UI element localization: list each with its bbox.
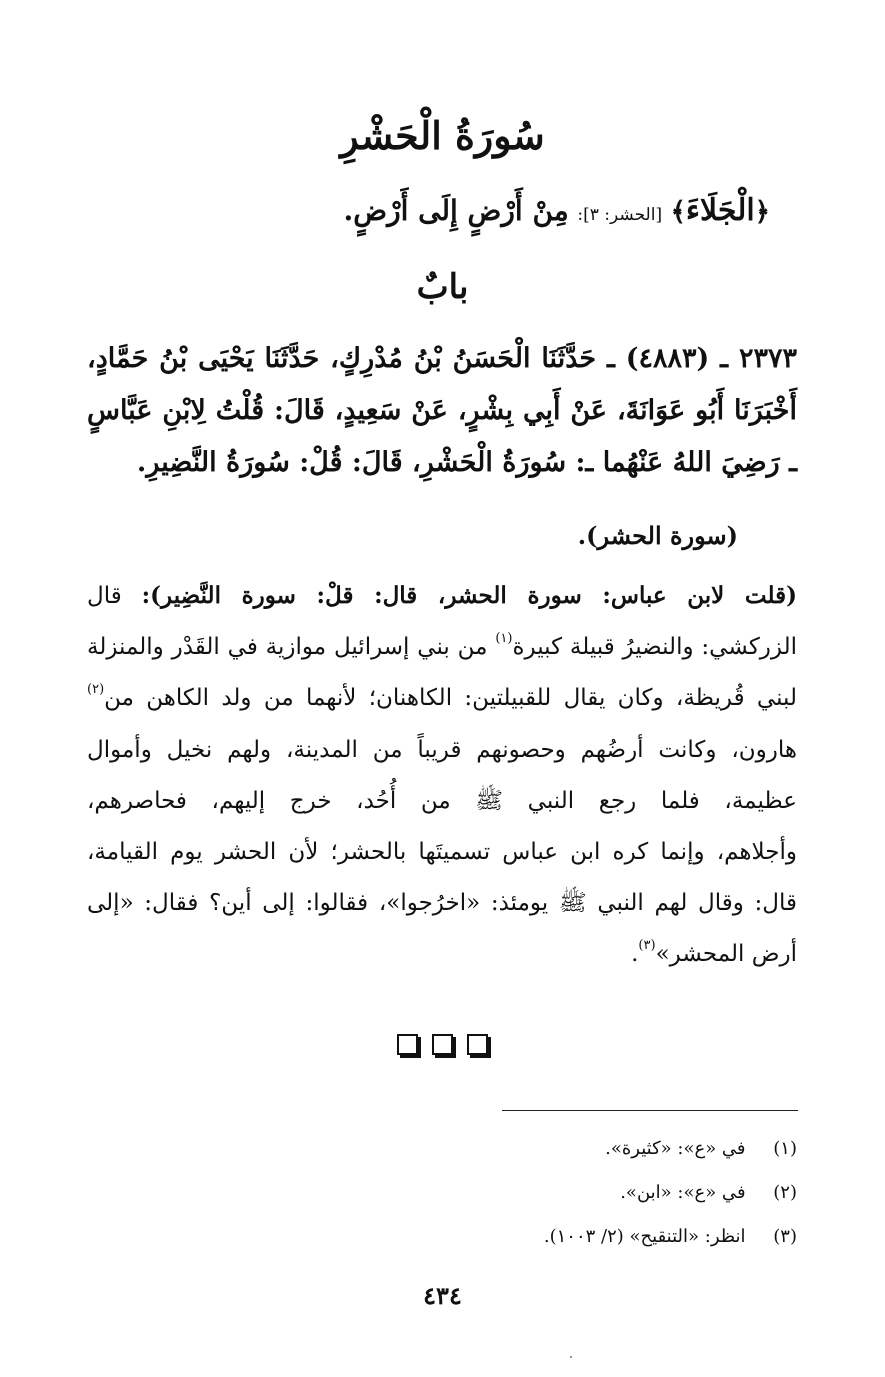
footnote-number: (٣) xyxy=(773,1226,797,1247)
footnote-number: (٢) xyxy=(773,1182,797,1203)
commentary-line xyxy=(87,622,797,673)
commentary-heading: (سورة الحشر). xyxy=(577,521,738,550)
commentary-line xyxy=(87,673,797,724)
verse-open-bracket: ﴿ xyxy=(754,197,770,227)
commentary-fragment: الزركشي: والنضيرُ قبيلة كبيرة xyxy=(512,634,797,661)
verse-gloss xyxy=(90,187,770,239)
footnote-item xyxy=(297,1215,797,1259)
commentary-line: عظيمة، فلما رجع النبي ﷺ من أُحُد، خرج إليهم، فحاصرهم، xyxy=(87,787,797,814)
hadith-text xyxy=(87,333,797,489)
footnote-divider xyxy=(502,1110,798,1111)
commentary-text xyxy=(87,570,797,981)
commentary-fragment: قال xyxy=(87,583,122,609)
surah-title: سُورَةُ الْحَشْرِ xyxy=(340,113,545,158)
verse-word: الْجَلَاءَ xyxy=(685,193,755,228)
footnotes xyxy=(297,1127,797,1259)
page-number: ٤٣٤ xyxy=(423,1281,462,1310)
commentary-line: هارون، وكانت أرضُهم وحصونهم قريباً من المدينة، ولهم نخيل وأموال xyxy=(87,736,797,763)
footnote-item xyxy=(297,1127,797,1171)
verse-close-bracket: ﴾ xyxy=(670,197,686,227)
hadith-line: ٢٣٧٣ ـ (٤٨٨٣) ـ حَدَّثَنَا الْحَسَنُ بْنُ مُدْرِكٍ، حَدَّثَنَا يَحْيَى بْنُ حَمَّادٍ، xyxy=(87,343,797,374)
footnote-text: انظر: «التنقيح» (٢/ ١٠٠٣). xyxy=(543,1226,746,1247)
footnote-text: في «ع»: «ابن». xyxy=(620,1182,746,1203)
verse-explanation: مِنْ أَرْضٍ إِلَى أَرْضٍ. xyxy=(343,194,569,227)
footnote-number: (١) xyxy=(773,1138,797,1159)
verse-reference: [الحشر: ٣]: xyxy=(577,205,663,225)
hadith-line: أَخْبَرَنَا أَبُو عَوَانَةَ، عَنْ أَبِي بِشْرٍ، عَنْ سَعِيدٍ، قَالَ: قُلْتُ لِابْنِ عَبَّاسٍ xyxy=(87,395,797,426)
square-ornament-icon xyxy=(397,1034,418,1055)
footnote-item xyxy=(297,1171,797,1215)
commentary-fragment: لبني قُريظة، وكان يقال للقبيلتين: الكاهنان؛ لأنهما من ولد الكاهن من xyxy=(104,685,797,712)
footnote-marker[interactable]: (١) xyxy=(495,631,513,647)
commentary-line xyxy=(87,570,797,622)
commentary-line: وأجلاهم، وإنما كره ابن عباس تسميتَها بالحشر؛ لأن الحشر يوم القيامة، xyxy=(87,839,797,866)
square-ornament-icon xyxy=(432,1034,453,1055)
footnote-text: في «ع»: «كثيرة». xyxy=(605,1138,746,1159)
commentary-fragment: من بني إسرائيل موازية في القَدْر والمنزلة xyxy=(87,634,488,661)
hadith-line: ـ رَضِيَ اللهُ عَنْهُما ـ: سُورَةُ الْحَشْرِ، قَالَ: قُلْ: سُورَةُ النَّضِيرِ. xyxy=(136,447,797,478)
bab-title: بابٌ xyxy=(416,267,469,307)
commentary-line xyxy=(87,929,797,980)
footnote-marker[interactable]: (٣) xyxy=(638,938,656,954)
square-ornament-icon xyxy=(467,1034,488,1055)
section-separator xyxy=(0,1034,885,1055)
footnote-marker[interactable]: (٢) xyxy=(87,682,105,698)
commentary-line: قال: وقال لهم النبي ﷺ يومئذ: «اخرُجوا»، فقالوا: إلى أين؟ فقال: «إلى xyxy=(87,890,797,917)
commentary-fragment: . xyxy=(631,941,639,968)
commentary-fragment: أرض المحشر» xyxy=(655,941,797,968)
commentary-quote: (قلت لابن عباس: سورة الحشر، قال: قلْ: سورة النَّضِير): xyxy=(141,582,798,609)
print-speck xyxy=(570,1356,572,1358)
